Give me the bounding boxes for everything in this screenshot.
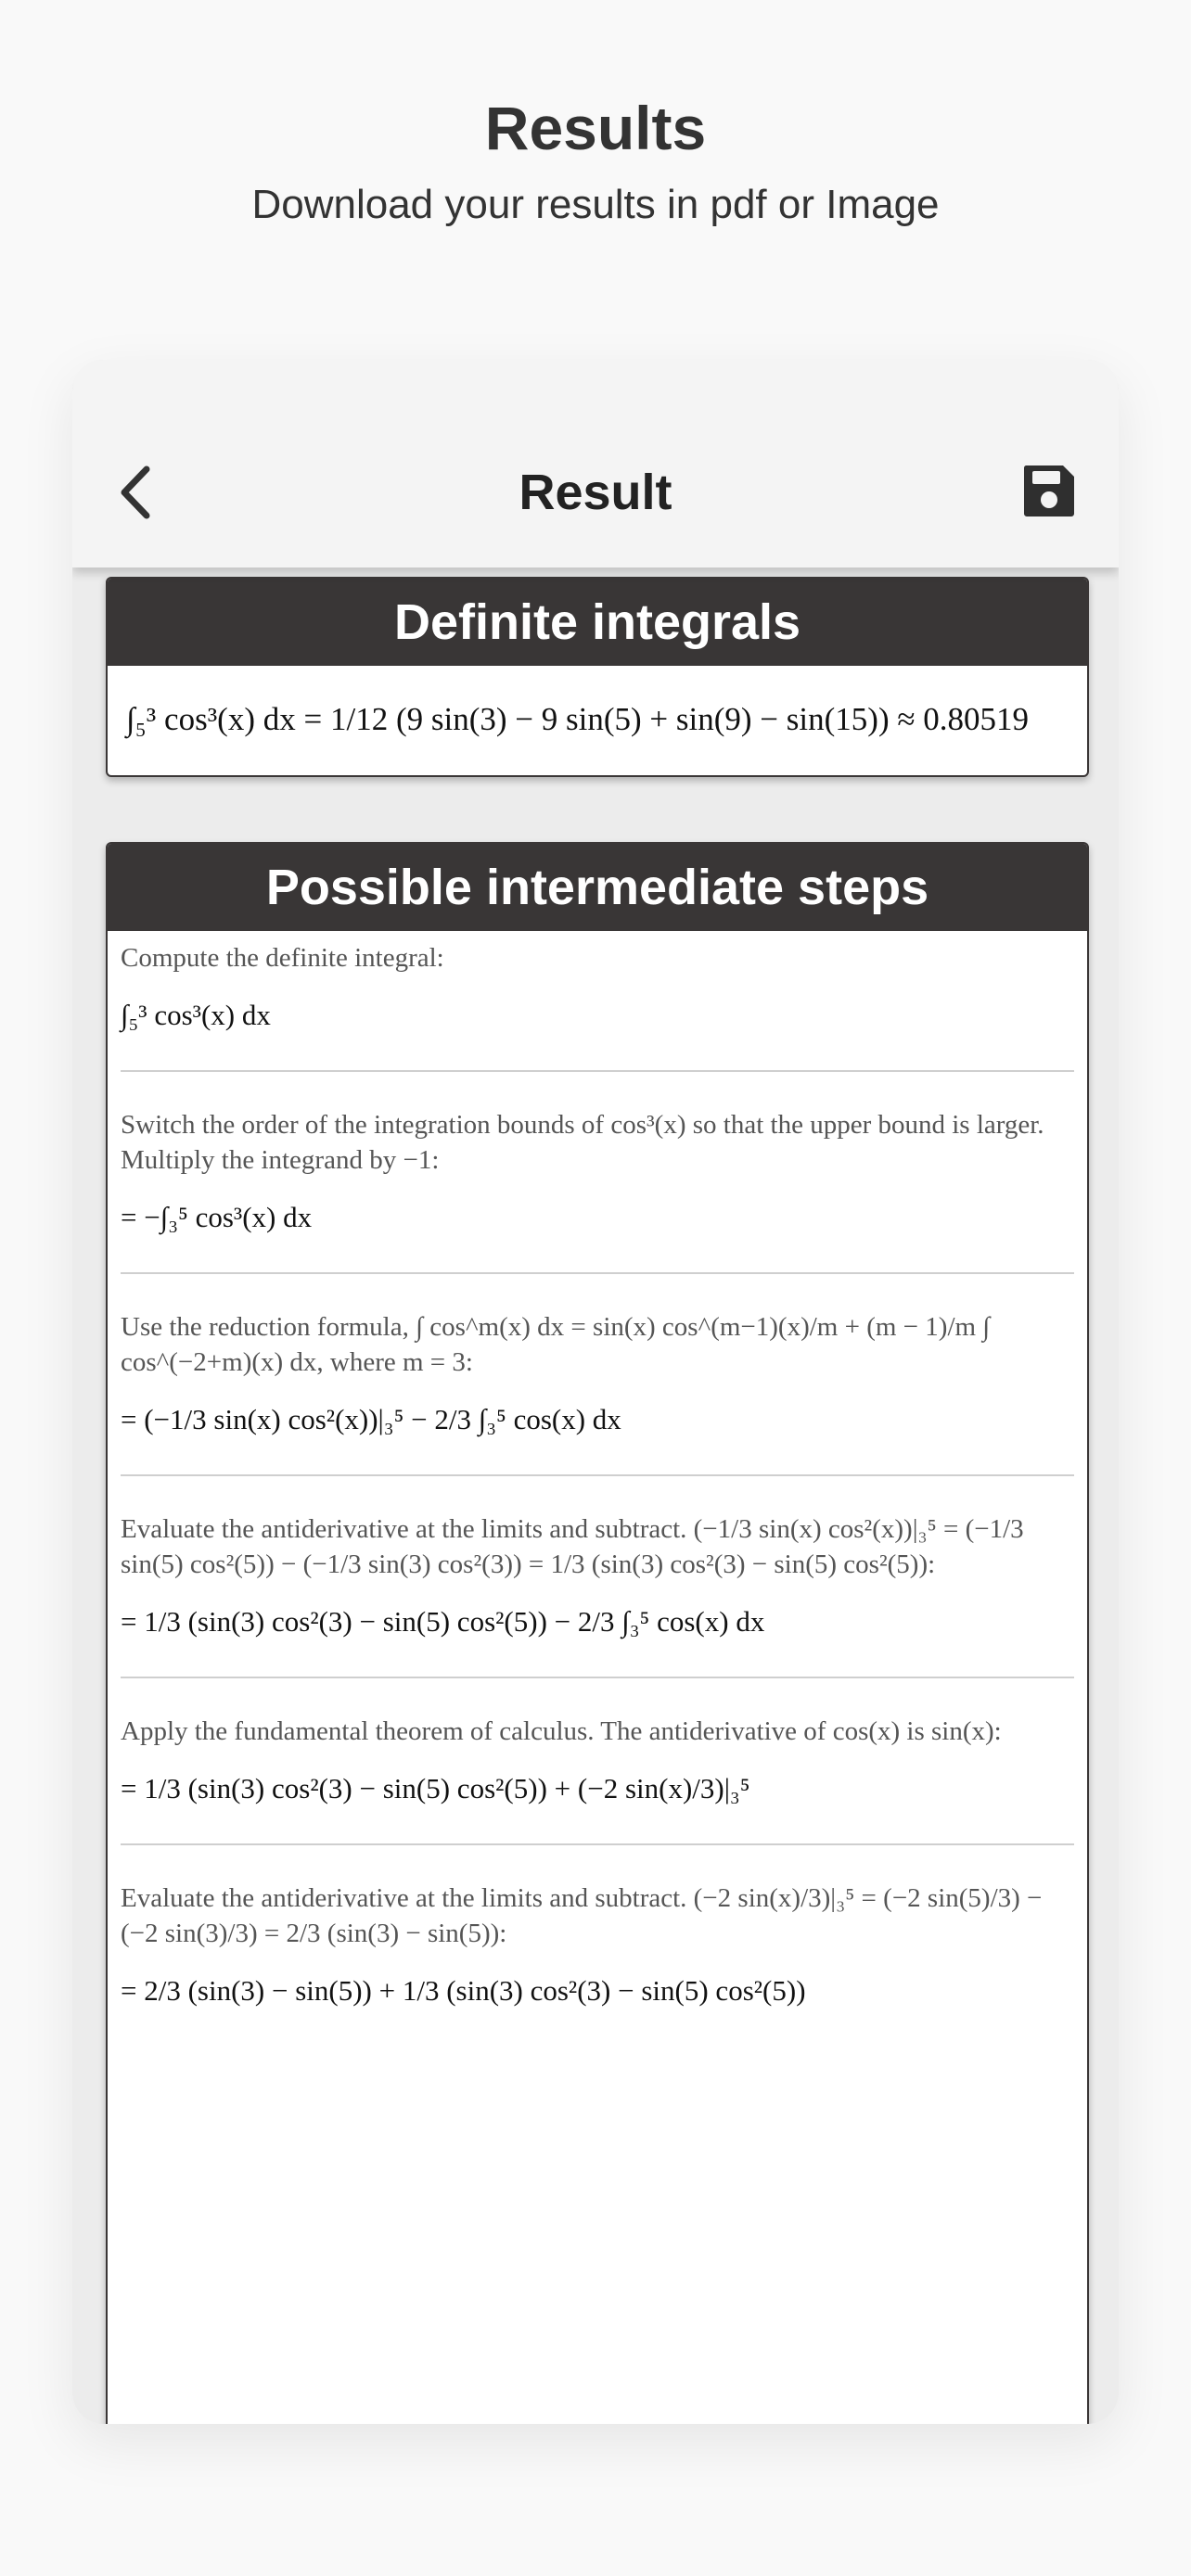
step-item (121, 1098, 1074, 1250)
step-formula: = −∫₃⁵ cos³(x) dx (121, 1201, 313, 1233)
save-button[interactable] (1020, 462, 1078, 519)
definite-integral-formula: ∫₅³ cos³(x) dx = 1/12 (9 sin(3) − 9 sin(5) + sin(9) − sin(15)) ≈ 0.80519 (126, 701, 1030, 737)
step-formula: = 1/3 (sin(3) cos²(3) − sin(5) cos²(5)) + (−2 sin(x)/3)|₃⁵ (121, 1772, 750, 1804)
step-formula: ∫₅³ cos³(x) dx (121, 999, 271, 1031)
step-formula: = (−1/3 sin(x) cos²(x))|₃⁵ − 2/3 ∫₃⁵ cos(x) dx (121, 1403, 621, 1435)
page-title: Results (484, 94, 707, 162)
step-description: Evaluate the antiderivative at the limits and subtract. (−2 sin(x)/3)|₃⁵ = (−2 sin(5)/3) − (−2 sin(3)/3) = 2/3 (sin(3) − sin(5)): (121, 1883, 1043, 1948)
step-divider (121, 1272, 1074, 1274)
step-divider (121, 1843, 1074, 1845)
step-description: Switch the order of the integration bounds of cos³(x) so that the upper bound is larger. Multiply the integrand by −1: (121, 1110, 1044, 1175)
step-item (121, 1300, 1074, 1452)
results-scroll-area[interactable] (72, 567, 1119, 2424)
intermediate-steps-card (106, 842, 1089, 2424)
page-subtitle: Download your results in pdf or Image (251, 182, 940, 227)
definite-integral-result (108, 666, 1087, 773)
step-description: Compute the definite integral: (121, 943, 444, 973)
floppy-disk-icon (1020, 462, 1078, 519)
result-screen (72, 360, 1119, 2424)
step-formula: = 2/3 (sin(3) − sin(5)) + 1/3 (sin(3) cos²(3) − sin(5) cos²(5)) (121, 1974, 806, 2007)
step-description: Evaluate the antiderivative at the limits and subtract. (−1/3 sin(x) cos²(x))|₃⁵ = (−1/3 sin(5) cos²(5)) − (−1/3 sin(3) cos²(3)) = 1/3 (sin(3) cos²(3) − sin(5) cos²(5)): (121, 1514, 1024, 1579)
back-button[interactable] (106, 460, 171, 525)
step-description: Apply the fundamental theorem of calculus. The antiderivative of cos(x) is sin(x): (121, 1716, 1002, 1746)
steps-list (108, 931, 1087, 2023)
step-item (121, 1502, 1074, 1654)
appbar-title: Result (519, 465, 672, 520)
chevron-left-icon (106, 460, 171, 525)
step-description: Use the reduction formula, ∫ cos^m(x) dx = sin(x) cos^(m−1)(x)/m + (m − 1)/m ∫ cos^(−2+m)(x) dx, where m = 3: (121, 1312, 991, 1377)
step-item (121, 931, 1074, 1048)
definite-integrals-card (106, 577, 1089, 777)
step-divider (121, 1677, 1074, 1678)
step-item (121, 1871, 1074, 2023)
step-formula: = 1/3 (sin(3) cos²(3) − sin(5) cos²(5)) − 2/3 ∫₃⁵ cos(x) dx (121, 1605, 765, 1638)
step-divider (121, 1474, 1074, 1476)
step-item (121, 1704, 1074, 1821)
step-divider (121, 1070, 1074, 1072)
app-bar (72, 360, 1119, 567)
definite-integrals-title: Definite integrals (108, 579, 1087, 666)
intermediate-steps-title: Possible intermediate steps (108, 844, 1087, 931)
